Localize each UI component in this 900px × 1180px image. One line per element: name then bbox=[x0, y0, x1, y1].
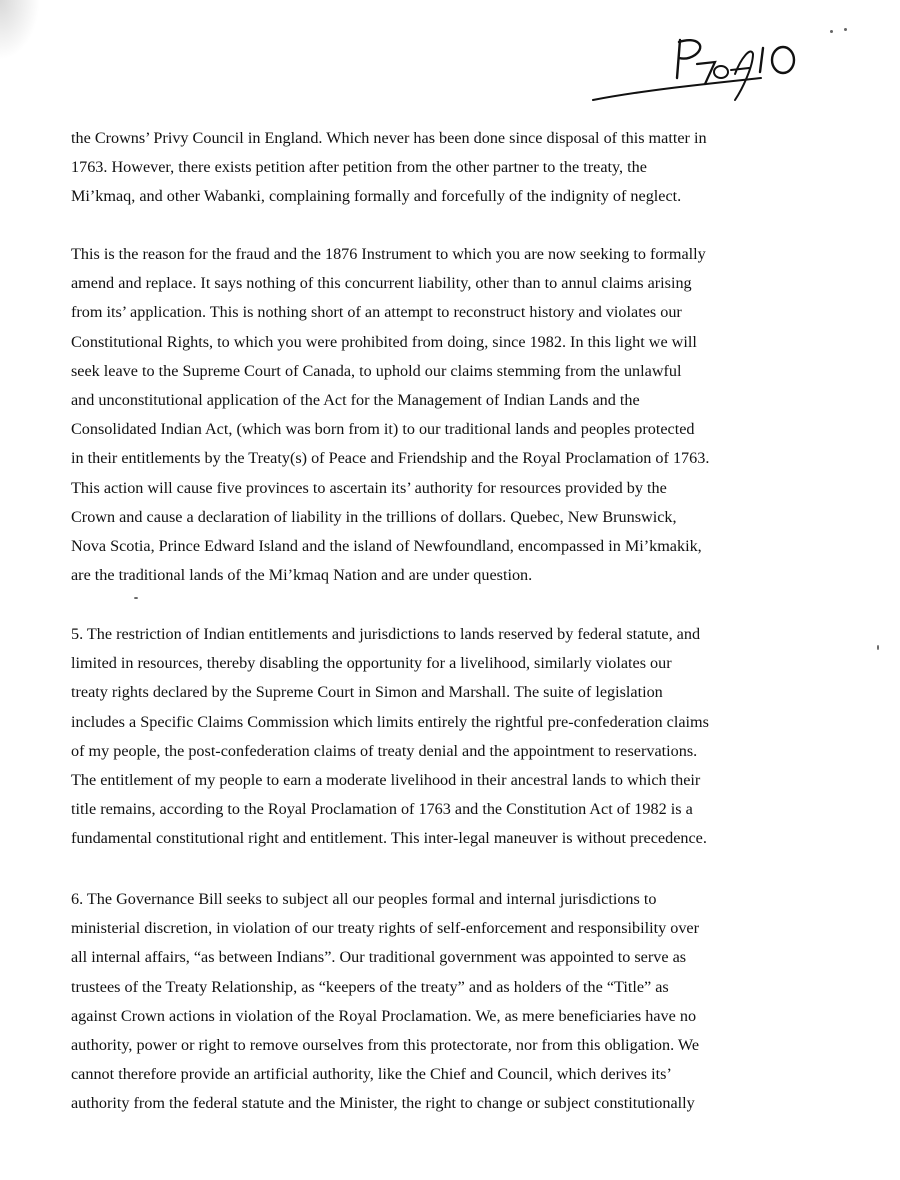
text-line: authority from the federal statute and the Minister, the right to change or subject constitutionally bbox=[71, 1094, 695, 1113]
text-line: Mi’kmaq, and other Wabanki, complaining formally and forcefully of the indignity of neglect. bbox=[71, 187, 682, 206]
paragraph-item-5 bbox=[71, 620, 771, 854]
paragraph-fraud bbox=[71, 240, 771, 590]
paragraph-item-6 bbox=[71, 885, 771, 1119]
text-line: This action will cause five provinces to ascertain its’ authority for resources provided by the bbox=[71, 478, 667, 497]
text-line: and unconstitutional application of the Act for the Management of Indian Lands and the bbox=[71, 391, 640, 410]
text-line: the Crowns’ Privy Council in England. Which never has been done since disposal of this matter in bbox=[71, 129, 707, 147]
text-line: trustees of the Treaty Relationship, as “keepers of the treaty” and as holders of the “Title” as bbox=[71, 977, 669, 996]
text-line: limited in resources, thereby disabling the opportunity for a livelihood, similarly violates our bbox=[71, 654, 672, 673]
scan-speck bbox=[134, 597, 138, 599]
handwritten-page-number bbox=[585, 28, 825, 108]
text-line: cannot therefore provide an artificial authority, like the Chief and Council, which derives its’ bbox=[71, 1065, 672, 1084]
text-line: 1763. However, there exists petition after petition from the other partner to the treaty, the bbox=[71, 158, 647, 177]
text-line: includes a Specific Claims Commission which limits entirely the rightful pre-confederation claims bbox=[71, 712, 709, 731]
text-line: of my people, the post-confederation claims of treaty denial and the appointment to reservations. bbox=[71, 741, 698, 760]
text-line: seek leave to the Supreme Court of Canada, to uphold our claims stemming from the unlawful bbox=[71, 361, 682, 380]
text-line: Crown and cause a declaration of liability in the trillions of dollars. Quebec, New Brunswick, bbox=[71, 507, 677, 526]
scan-speck bbox=[877, 645, 879, 650]
text-line: Consolidated Indian Act, (which was born from it) to our traditional lands and peoples protected bbox=[71, 420, 695, 439]
text-line: fundamental constitutional right and entitlement. This inter-legal maneuver is without precedence. bbox=[71, 829, 707, 848]
text-line: 6. The Governance Bill seeks to subject all our peoples formal and internal jurisdictions to bbox=[71, 890, 657, 908]
text-line: against Crown actions in violation of the Royal Proclamation. We, as mere beneficiaries have no bbox=[71, 1006, 697, 1025]
text-line: 5. The restriction of Indian entitlements and jurisdictions to lands reserved by federal statute, and bbox=[71, 625, 701, 643]
text-line: amend and replace. It says nothing of this concurrent liability, other than to annul claims arising bbox=[71, 274, 692, 293]
text-line: This is the reason for the fraud and the 1876 Instrument to which you are now seeking to formally bbox=[71, 245, 706, 263]
scan-shadow bbox=[0, 0, 40, 60]
text-line: ministerial discretion, in violation of our treaty rights of self-enforcement and responsibility over bbox=[71, 919, 700, 938]
text-line: from its’ application. This is nothing short of an attempt to reconstruct history and violates our bbox=[71, 303, 682, 322]
text-line: title remains, according to the Royal Proclamation of 1763 and the Constitution Act of 1982 is a bbox=[71, 800, 693, 819]
paragraph-continuation bbox=[71, 124, 771, 212]
text-line: authority, power or right to remove ourselves from this protectorate, nor from this obligation. We bbox=[71, 1036, 700, 1055]
text-line: in their entitlements by the Treaty(s) of Peace and Friendship and the Royal Proclamation of 1763. bbox=[71, 449, 710, 468]
scan-speck bbox=[830, 30, 833, 33]
text-line: all internal affairs, “as between Indians”. Our traditional government was appointed to serve as bbox=[71, 948, 687, 967]
text-line: Nova Scotia, Prince Edward Island and the island of Newfoundland, encompassed in Mi’kmakik, bbox=[71, 537, 702, 556]
scan-speck bbox=[844, 28, 847, 31]
text-line: treaty rights declared by the Supreme Court in Simon and Marshall. The suite of legislation bbox=[71, 683, 663, 702]
text-line: The entitlement of my people to earn a moderate livelihood in their ancestral lands to which their bbox=[71, 771, 701, 790]
text-line: are the traditional lands of the Mi’kmaq Nation and are under question. bbox=[71, 566, 533, 585]
page-number-ink-icon bbox=[585, 28, 825, 108]
text-line: Constitutional Rights, to which you were prohibited from doing, since 1982. In this light we will bbox=[71, 332, 697, 351]
